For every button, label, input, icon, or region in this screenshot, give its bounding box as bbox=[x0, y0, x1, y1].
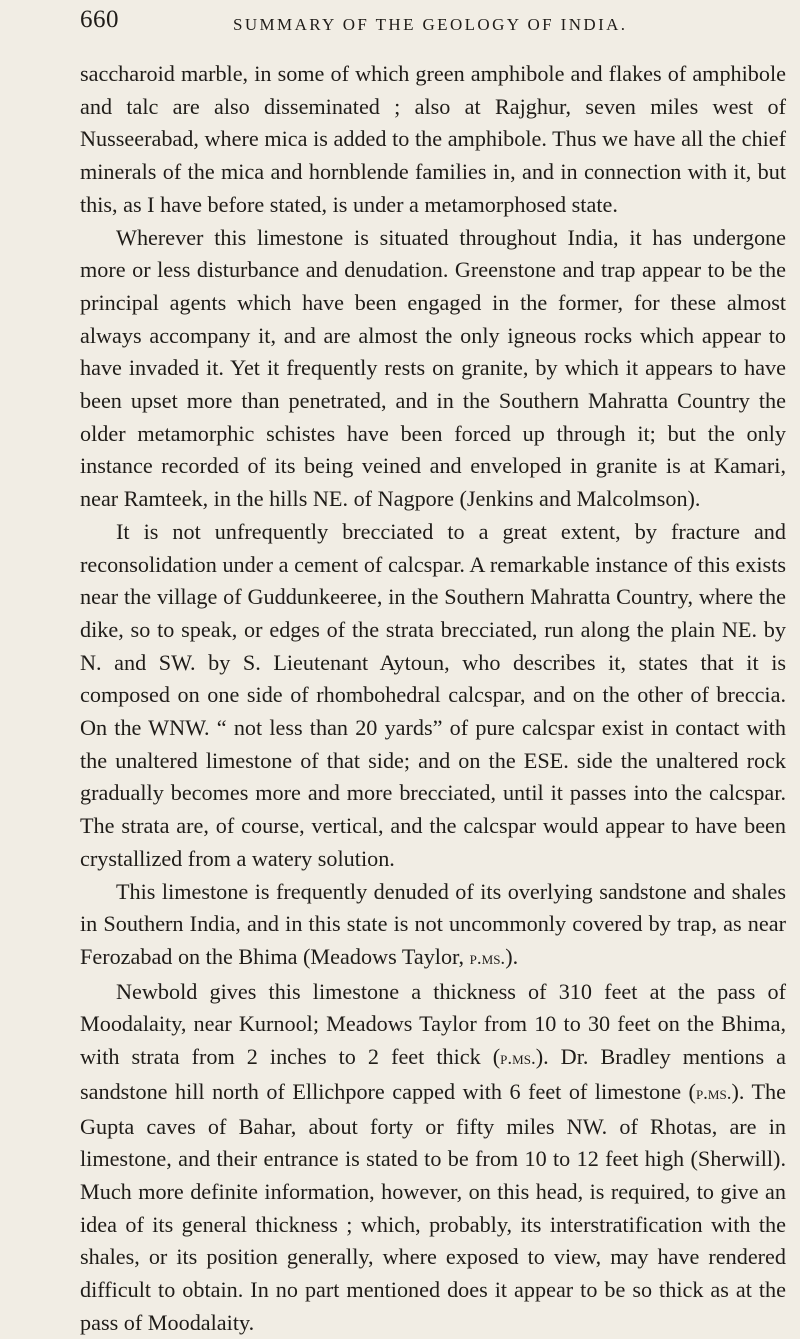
paragraph-text: ). The Gupta caves of Bahar, about forty or fifty miles NW. of Rhotas, are in limestone, and their entrance is stated to be from 10 to 12 feet high (Sherwill). Much more definite information, however, on this head, is required, to give an idea of its general thickness ; which, probably, its interstratification with the shales, or its position generally, where exposed to view, may have rendered difficult to obtain. In no part mentioned does it appear to be so thick as at the pass of Moodalaity. bbox=[80, 1078, 787, 1335]
paragraph-text: ). bbox=[505, 943, 519, 969]
page-header bbox=[80, 6, 780, 46]
page-number: 660 bbox=[80, 6, 119, 33]
paragraph-text: Newbold gives this limestone a thickness of 310 feet at the pass of Moodalaity, near Kurnool; Meadows Taylor from 10 to 30 feet on the Bhima, with strata from 2 inches to 2 feet thick ( bbox=[80, 978, 786, 1070]
running-title: SUMMARY OF THE GEOLOGY OF INDIA. bbox=[233, 15, 628, 34]
paragraph-text: It is not unfrequently brecciated to a great extent, by fracture and reconsolidation under a cement of calcspar. A remarkable instance of this exists near the village of Guddunkeeree, in the Southern Mahratta Country, where the dike, so to speak, or edges of the strata brecciated, run along the plain NE. by N. and SW. by S. Lieutenant Aytoun, who describes it, states that it is composed on one side of rhombohedral calcspar, and on the other of breccia. On the WNW. “ not less than 20 yards” of pure calcspar exist in contact with the unaltered limestone of that side; and on the ESE. side the unaltered rock gradually becomes more and more brecciated, until it passes into the calcspar. The strata are, of course, vertical, and the calcspar would appear to have been crystallized from a watery solution. bbox=[80, 518, 786, 871]
citation-pms: p.ms. bbox=[500, 1048, 536, 1070]
paragraph-text: ). Dr. Bradley mentions a sandstone hill north of Ellichpore capped with 6 feet of limestone ( bbox=[80, 1044, 786, 1104]
paragraph-3 bbox=[80, 516, 786, 876]
paragraph-4 bbox=[80, 876, 786, 976]
paragraph-1 bbox=[80, 58, 786, 222]
paragraph-5 bbox=[80, 976, 786, 1339]
paragraph-text: saccharoid marble, in some of which green amphibole and flakes of amphibole and talc are also disseminated ; also at Rajghur, seven miles west of Nusseerabad, where mica is added to the amphibole. Thus we have all the chief minerals of the mica and hornblende families in, and in connection with it, but this, as I have before stated, is under a metamorphosed state. bbox=[80, 61, 786, 217]
body-text bbox=[80, 58, 786, 1339]
paragraph-2 bbox=[80, 222, 786, 516]
citation-pms: p.ms. bbox=[695, 1082, 732, 1104]
citation-pms: p.ms. bbox=[469, 947, 506, 969]
paragraph-text: This limestone is frequently denuded of its overlying sandstone and shales in Southern India, and in this state is not uncommonly covered by trap, as near Ferozabad on the Bhima (Meadows Taylor, bbox=[80, 878, 786, 969]
paragraph-text: Wherever this limestone is situated throughout India, it has undergone more or less disturbance and denudation. Greenstone and trap appear to be the principal agents which have been engaged in the former, for these almost always accompany it, and are almost the only igneous rocks which appear to have invaded it. Yet it frequently rests on granite, by which it appears to have been upset more than penetrated, and in the Southern Mahratta Country the older metamorphic schistes have been forced up through it; but the only instance recorded of its being veined and enveloped in granite is at Kamari, near Ramteek, in the hills NE. of Nagpore (Jenkins and Malcolmson). bbox=[80, 224, 786, 512]
